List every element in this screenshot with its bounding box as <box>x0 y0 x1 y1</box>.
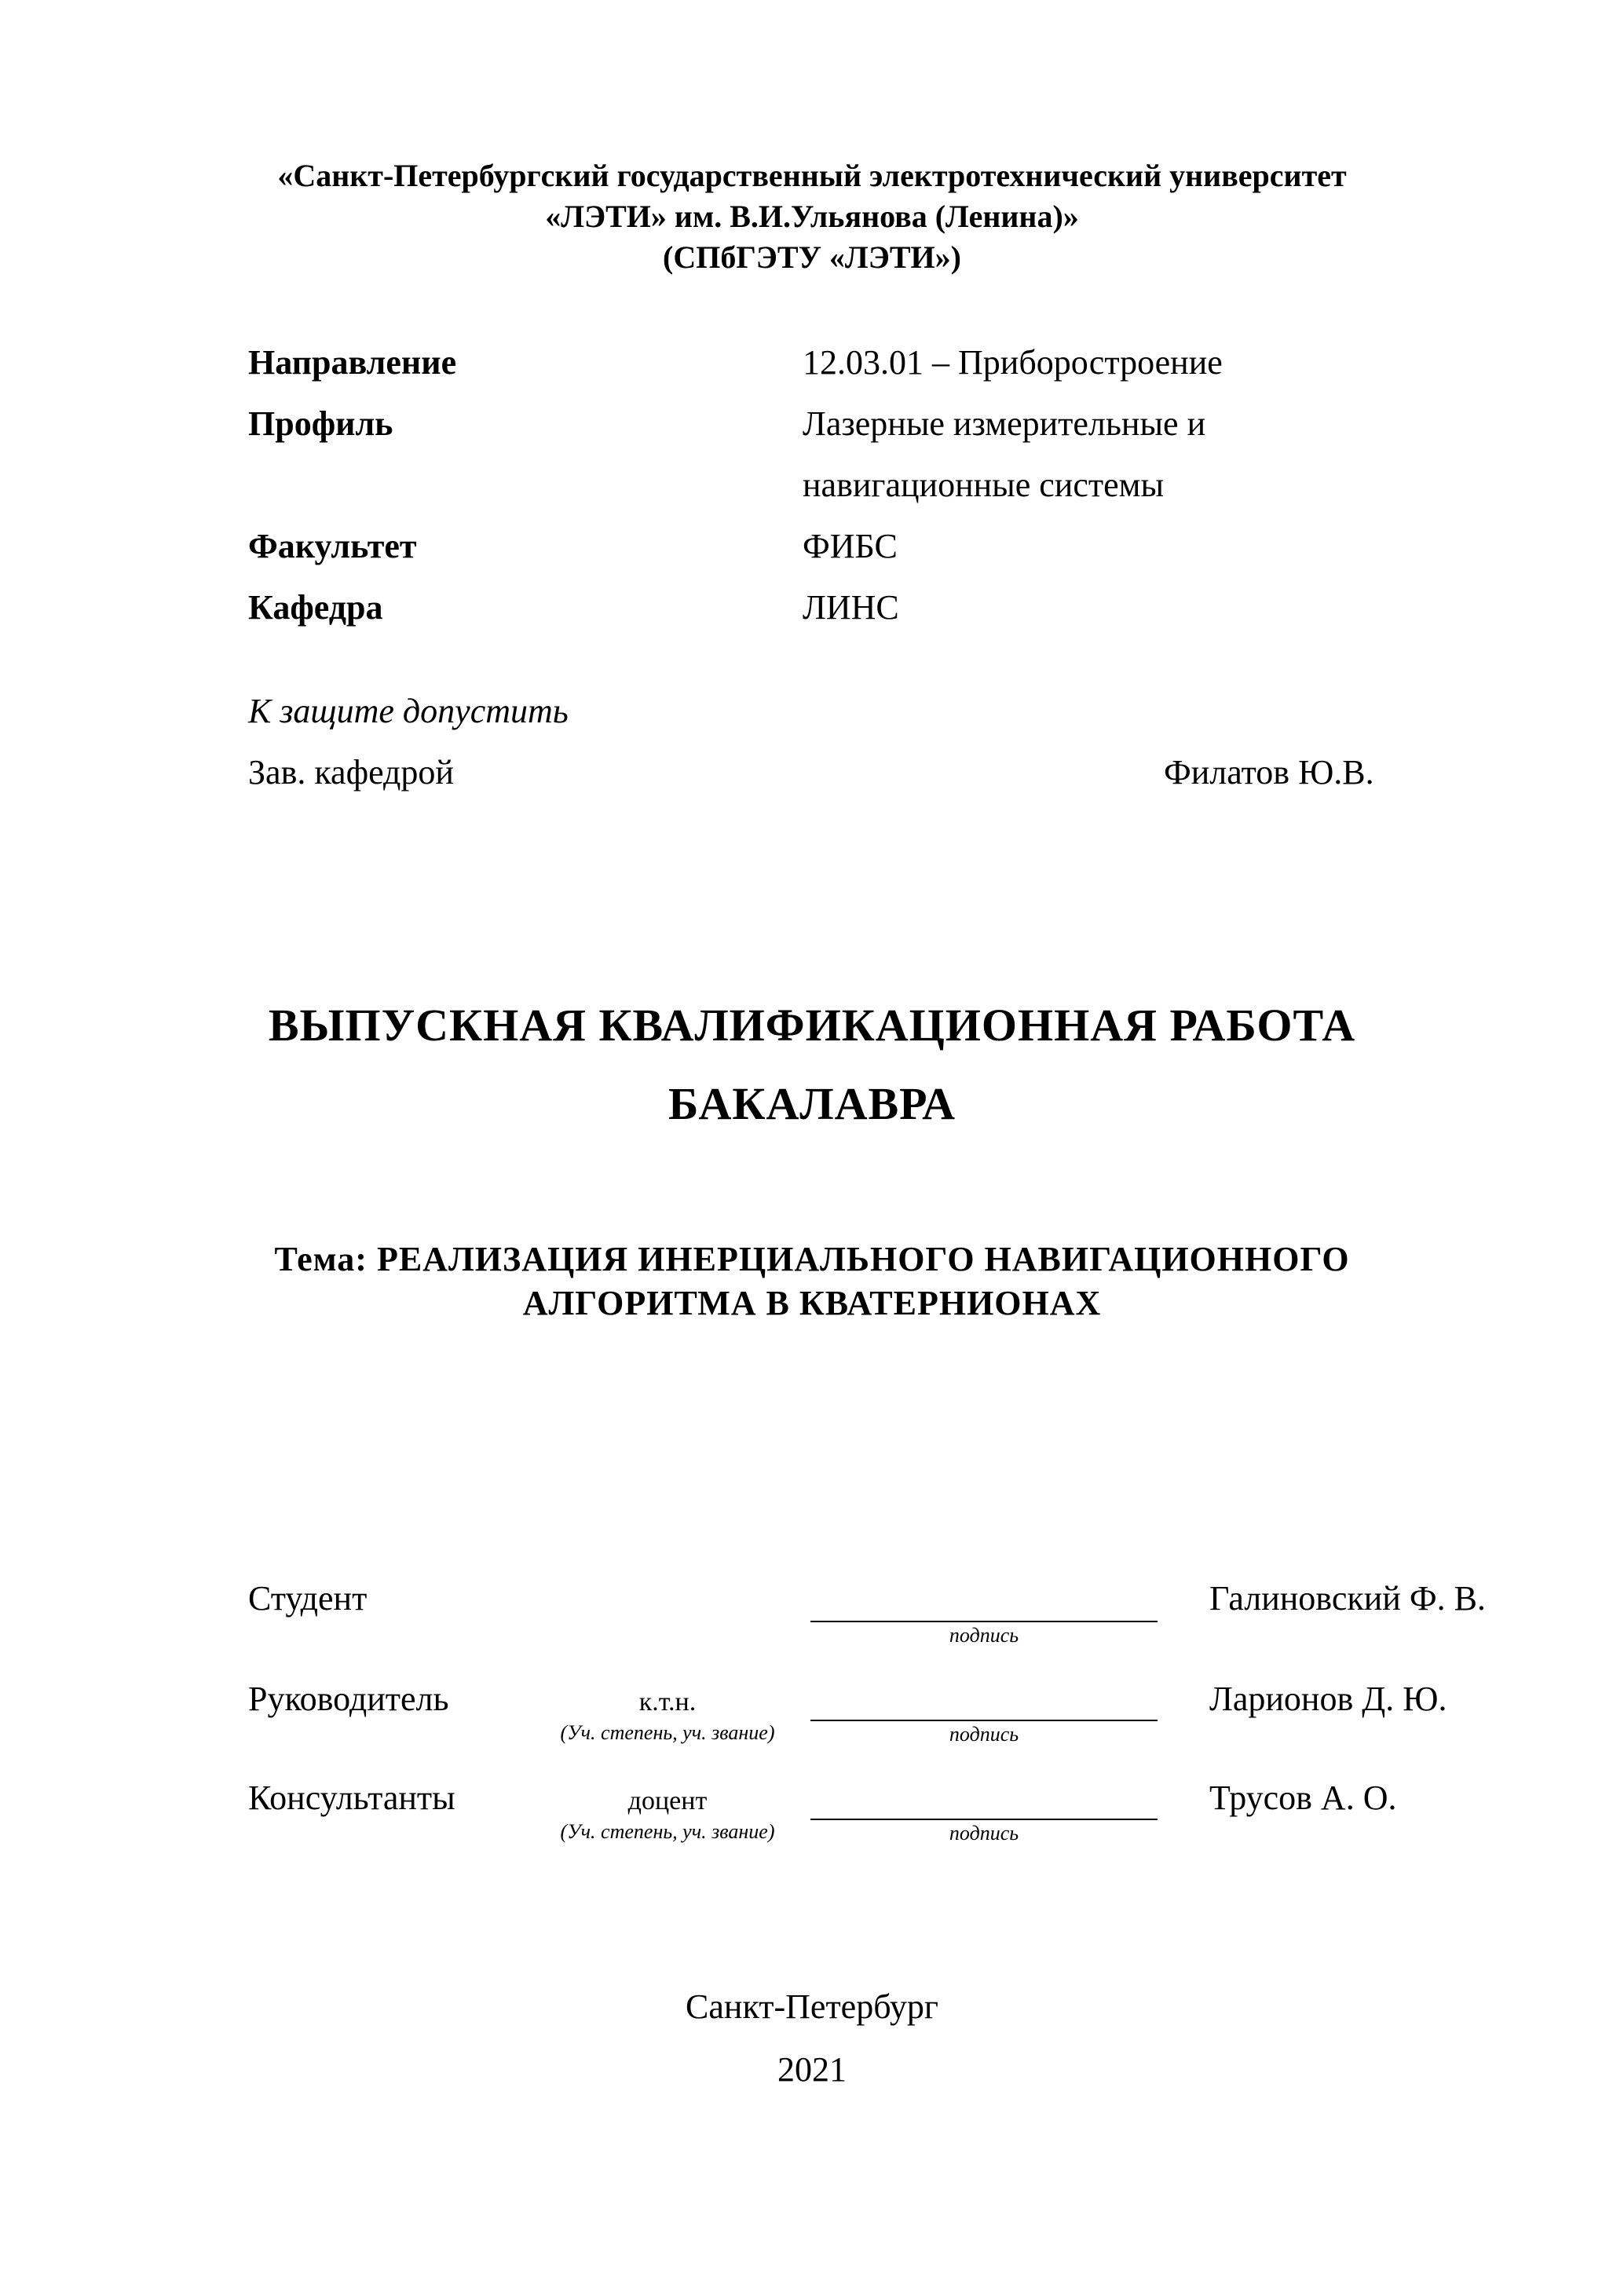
consultant-rank-caption: (Уч. степень, уч. звание) <box>560 1820 775 1843</box>
student-role: Студент <box>248 1579 368 1618</box>
direction-value: 12.03.01 – Приборостроение <box>803 343 1223 382</box>
admission-text: К защите допустить <box>248 692 569 730</box>
document-title-line-2: БАКАЛАВРА <box>668 1078 956 1129</box>
faculty-value: ФИБС <box>803 527 898 565</box>
student-signature-caption: подпись <box>949 1624 1019 1647</box>
supervisor-role: Руководитель <box>248 1680 449 1718</box>
supervisor-name: Ларионов Д. Ю. <box>1209 1680 1447 1718</box>
student-name: Галиновский Ф. В. <box>1209 1579 1486 1618</box>
footer-city: Санкт-Петербург <box>686 1987 938 2026</box>
supervisor-signature-caption: подпись <box>949 1723 1019 1746</box>
faculty-label: Факультет <box>248 527 417 565</box>
consultant-name: Трусов А. О. <box>1209 1779 1397 1817</box>
direction-label: Направление <box>248 343 457 382</box>
department-value: ЛИНС <box>803 588 899 627</box>
supervisor-rank: к.т.н. <box>638 1687 697 1717</box>
profile-value-line-1: Лазерные измерительные и <box>803 404 1206 443</box>
topic-line-1: Тема: РЕАЛИЗАЦИЯ ИНЕРЦИАЛЬНОГО НАВИГАЦИОННОГО <box>274 1240 1350 1278</box>
university-name-line-1: «Санкт-Петербургский государственный электротехнический университет <box>277 158 1347 193</box>
supervisor-signature-line <box>810 1720 1158 1721</box>
head-of-department-name: Филатов Ю.В. <box>1164 753 1374 792</box>
head-of-department-label: Зав. кафедрой <box>248 753 454 792</box>
university-name-line-2: «ЛЭТИ» им. В.И.Ульянова (Ленина)» <box>545 199 1079 234</box>
footer-year: 2021 <box>777 2050 847 2089</box>
consultant-role: Консультанты <box>248 1779 455 1817</box>
supervisor-rank-caption: (Уч. степень, уч. звание) <box>560 1721 775 1744</box>
student-signature-line <box>810 1621 1158 1622</box>
university-abbreviation: (СПбГЭТУ «ЛЭТИ») <box>663 239 961 275</box>
consultant-signature-line <box>810 1819 1158 1820</box>
document-title-line-1: ВЫПУСКНАЯ КВАЛИФИКАЦИОННАЯ РАБОТА <box>268 1000 1356 1051</box>
topic-line-2: АЛГОРИТМА В КВАТЕРНИОНАХ <box>522 1284 1102 1322</box>
department-label: Кафедра <box>248 588 383 627</box>
profile-value-line-2: навигационные системы <box>803 466 1165 504</box>
consultant-rank: доцент <box>627 1786 708 1815</box>
profile-label: Профиль <box>248 404 393 443</box>
consultant-signature-caption: подпись <box>949 1822 1019 1844</box>
